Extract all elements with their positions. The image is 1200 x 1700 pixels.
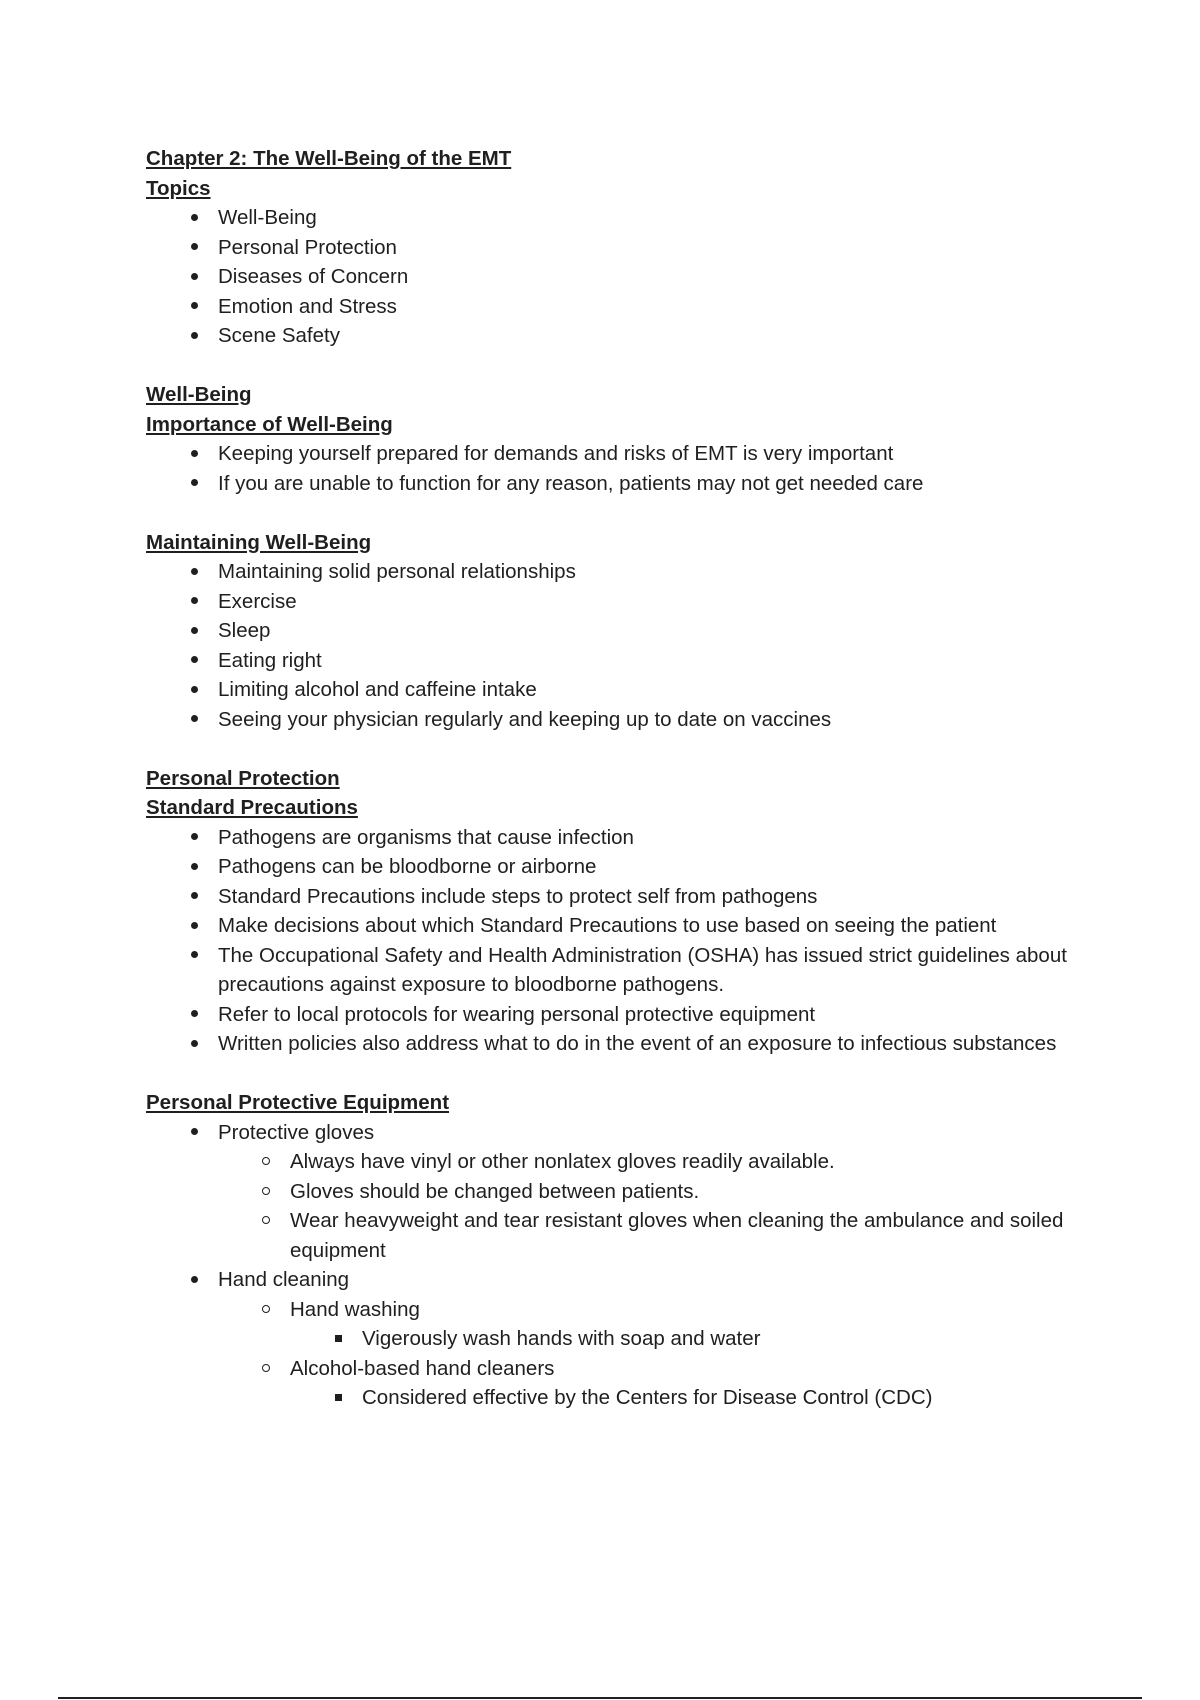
bullet-icon <box>184 557 204 587</box>
list-item: Gloves should be changed between patients. <box>218 1177 1106 1207</box>
bullet-icon <box>184 1265 204 1295</box>
hand-cleaning-sublist <box>218 1295 1106 1413</box>
square-bullet-icon <box>328 1324 348 1354</box>
bullet-icon <box>184 852 204 882</box>
list-item: Scene Safety <box>146 321 1106 351</box>
list-item: Well-Being <box>146 203 1106 233</box>
bullet-icon <box>184 469 204 499</box>
importance-list <box>146 439 1106 498</box>
circle-bullet-icon <box>256 1354 276 1384</box>
list-item: Keeping yourself prepared for demands and risks of EMT is very important <box>146 439 1106 469</box>
bullet-icon <box>184 587 204 617</box>
bullet-icon <box>184 675 204 705</box>
list-item: Make decisions about which Standard Precautions to use based on seeing the patient <box>146 911 1106 941</box>
bullet-icon <box>184 705 204 735</box>
circle-bullet-icon <box>256 1177 276 1207</box>
topics-list <box>146 203 1106 351</box>
maintaining-heading: Maintaining Well-Being <box>146 530 372 554</box>
bullet-icon <box>184 1000 204 1030</box>
bullet-icon <box>184 321 204 351</box>
bullet-icon <box>184 292 204 322</box>
bullet-icon <box>184 262 204 292</box>
maintaining-list <box>146 557 1106 734</box>
bullet-icon <box>184 911 204 941</box>
list-item: Hand washing Vigerously wash hands with soap and water <box>218 1295 1106 1354</box>
list-item: Emotion and Stress <box>146 292 1106 322</box>
bullet-icon <box>184 1118 204 1148</box>
bullet-icon <box>184 823 204 853</box>
standard-precautions-list <box>146 823 1106 1059</box>
hand-washing-sublist <box>290 1324 1106 1354</box>
circle-bullet-icon <box>256 1295 276 1325</box>
list-item: Pathogens are organisms that cause infection <box>146 823 1106 853</box>
list-item: Standard Precautions include steps to protect self from pathogens <box>146 882 1106 912</box>
well-being-heading: Well-Being <box>146 383 252 406</box>
alcohol-cleaners-sublist <box>290 1383 1106 1413</box>
list-item: Eating right <box>146 646 1106 676</box>
list-item: Always have vinyl or other nonlatex gloves readily available. <box>218 1147 1106 1177</box>
list-item: Wear heavyweight and tear resistant gloves when cleaning the ambulance and soiled equipment <box>218 1206 1106 1265</box>
list-item: If you are unable to function for any reason, patients may not get needed care <box>146 469 1106 499</box>
square-bullet-icon <box>328 1383 348 1413</box>
standard-precautions-heading: Standard Precautions <box>146 796 358 819</box>
bullet-icon <box>184 646 204 676</box>
bullet-icon <box>184 616 204 646</box>
list-item: The Occupational Safety and Health Administration (OSHA) has issued strict guidelines about precautions against exposure to bloodborne pathogens. <box>146 941 1106 1000</box>
bullet-icon <box>184 882 204 912</box>
chapter-title: Chapter 2: The Well-Being of the EMT <box>146 147 512 170</box>
list-item: Sleep <box>146 616 1106 646</box>
bullet-icon <box>184 203 204 233</box>
ppe-heading: Personal Protective Equipment <box>146 1091 450 1114</box>
document-page <box>146 144 1106 1413</box>
bullet-icon <box>184 233 204 263</box>
bullet-icon <box>184 941 204 971</box>
circle-bullet-icon <box>256 1147 276 1177</box>
list-item: Exercise <box>146 587 1106 617</box>
list-item: Pathogens can be bloodborne or airborne <box>146 852 1106 882</box>
circle-bullet-icon <box>256 1206 276 1236</box>
list-item: Refer to local protocols for wearing personal protective equipment <box>146 1000 1106 1030</box>
list-item: Seeing your physician regularly and keeping up to date on vaccines <box>146 705 1106 735</box>
list-item: Vigerously wash hands with soap and water <box>290 1324 1106 1354</box>
list-item: Limiting alcohol and caffeine intake <box>146 675 1106 705</box>
gloves-sublist <box>218 1147 1106 1265</box>
list-item: Protective gloves Always have vinyl or other nonlatex gloves readily available. Gloves should be changed between patients. Wear heavyweight and tear resistant gloves when cleaning the ambulance and soiled equipment <box>146 1118 1106 1266</box>
list-item: Diseases of Concern <box>146 262 1106 292</box>
bullet-icon <box>184 439 204 469</box>
bullet-icon <box>184 1029 204 1059</box>
personal-protection-heading: Personal Protection <box>146 766 340 790</box>
list-item: Hand cleaning Hand washing Vigerously wash hands with soap and water Alcohol-based hand cleaners Considered effective by the Centers for Disease Control (CDC) <box>146 1265 1106 1413</box>
list-item: Written policies also address what to do in the event of an exposure to infectious substances <box>146 1029 1106 1059</box>
importance-heading: Importance of Well-Being <box>146 412 393 436</box>
ppe-list <box>146 1118 1106 1413</box>
topics-heading: Topics <box>146 176 211 200</box>
footer-divider <box>58 1697 1142 1699</box>
list-item: Maintaining solid personal relationships <box>146 557 1106 587</box>
list-item: Considered effective by the Centers for Disease Control (CDC) <box>290 1383 1106 1413</box>
list-item: Personal Protection <box>146 233 1106 263</box>
list-item: Alcohol-based hand cleaners Considered effective by the Centers for Disease Control (CDC) <box>218 1354 1106 1413</box>
